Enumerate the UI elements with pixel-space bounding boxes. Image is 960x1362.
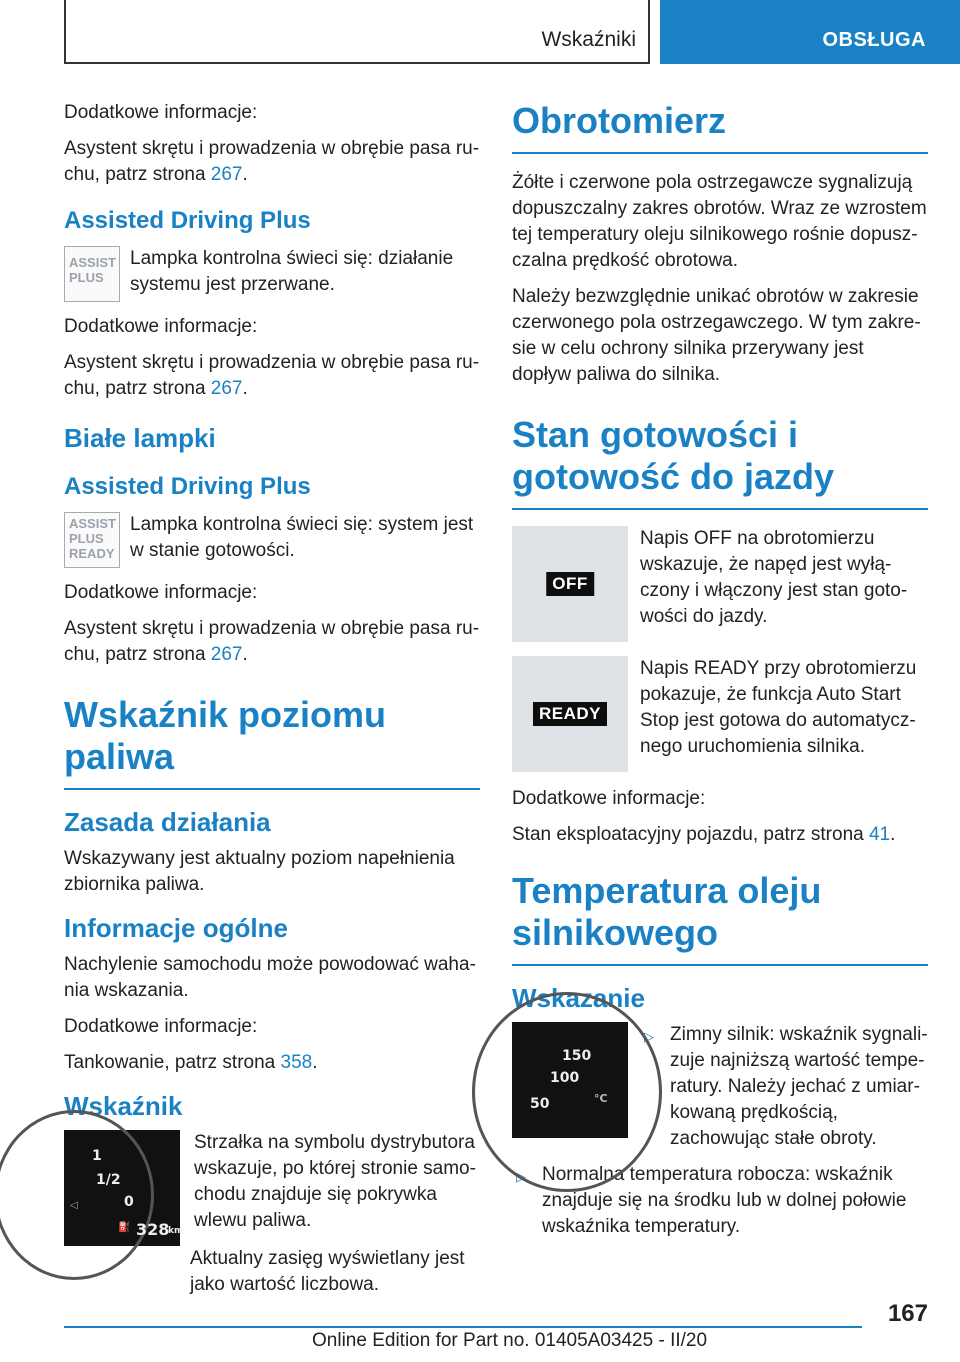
fuel-range: 328 xyxy=(136,1220,170,1239)
fuel-indicator-row xyxy=(64,1130,480,1246)
page-link[interactable]: 358 xyxy=(280,1052,313,1073)
paragraph: Żółte i czerwone pola ostrzegawcze sygnalizują dopuszczalny zakres obrotów. Wraz ze wzrostem tej temperatury oleju silnikowego rośnie dopuszczalna prędkość obrotowa. xyxy=(512,172,927,271)
bullet-triangle-icon: ▷ xyxy=(516,1169,526,1184)
paragraph: Stan eksploatacyjny pojazdu, patrz strona 41. xyxy=(512,824,896,845)
oil-display-row xyxy=(512,1022,928,1152)
page-link[interactable]: 267 xyxy=(210,644,243,665)
heading-principle: Zasada działania xyxy=(64,807,271,837)
ready-label: READY xyxy=(533,702,607,726)
oil-tick-150: 150 xyxy=(562,1048,592,1064)
paragraph: Należy bezwzględnie unikać obrotów w zakresie czerwonego pola ostrzegawczego. W tym zakresie w celu ochrony silnika przerywany jest dopływ paliwa do silnika. xyxy=(512,286,921,385)
heading-ready-state: Stan gotowości i gotowość do jazdy xyxy=(512,414,928,510)
heading-oil-temperature: Temperatura oleju silnikowego xyxy=(512,870,928,966)
lamp-description: Lampka kontrolna świeci się: działanie systemu jest przerwane. xyxy=(130,248,454,295)
lamp-row xyxy=(64,246,480,302)
paragraph: Dodatkowe informacje: xyxy=(64,102,258,123)
off-display-image xyxy=(512,526,628,642)
heading-assisted-driving-plus-2: Assisted Driving Plus xyxy=(64,473,311,500)
left-column xyxy=(64,100,480,1298)
paragraph: Napis READY przy obrotomierzu pokazuje, że funkcja Auto Start Stop jest gotowa do automatycznego uruchomienia silnika. xyxy=(640,658,917,757)
heading-tachometer: Obrotomierz xyxy=(512,100,928,154)
paragraph: Napis OFF na obrotomierzu wskazuje, że napęd jest wyłączony i włączony jest stan gotowości do jazdy. xyxy=(640,528,908,627)
fuel-pump-icon: ⛽ xyxy=(118,1222,131,1233)
heading-indicator: Wskaźnik xyxy=(64,1091,183,1121)
off-row xyxy=(512,526,928,642)
page-number: 167 xyxy=(887,1300,928,1327)
fuel-door-arrow-icon: ◁ xyxy=(70,1200,78,1211)
paragraph: Asystent skrętu i prowadzenia w obrębie pasa ruchu, patrz strona 267. xyxy=(64,618,480,665)
gauge-arc xyxy=(472,992,662,1192)
paragraph: Dodatkowe informacje: xyxy=(64,316,258,337)
assist-plus-lamp-icon: ASSIST PLUS xyxy=(64,246,120,302)
paragraph: Tankowanie, patrz strona 358. xyxy=(64,1052,318,1073)
section-title: Wskaźniki xyxy=(541,28,636,51)
page-link[interactable]: 267 xyxy=(210,164,243,185)
ready-display-image xyxy=(512,656,628,772)
paragraph: Wskazywany jest aktualny poziom napełnienia zbiornika paliwa. xyxy=(64,848,455,895)
paragraph: Asystent skrętu i prowadzenia w obrębie pasa ruchu, patrz strona 267. xyxy=(64,352,480,399)
heading-assisted-driving-plus: Assisted Driving Plus xyxy=(64,207,311,234)
fuel-gauge-image xyxy=(64,1130,184,1246)
lamp-description: Lampka kontrolna świeci się: system jest w stanie gotowości. xyxy=(130,514,474,561)
right-column xyxy=(512,100,928,1252)
oil-temp-unit: °C xyxy=(594,1092,608,1105)
page-link[interactable]: 267 xyxy=(210,378,243,399)
heading-general-info: Informacje ogólne xyxy=(64,913,288,943)
ready-row xyxy=(512,656,928,772)
header-section-box xyxy=(64,0,650,64)
paragraph: Dodatkowe informacje: xyxy=(512,788,706,809)
fuel-tick-1: 1 xyxy=(92,1148,102,1164)
oil-tick-100: 100 xyxy=(550,1070,580,1086)
paragraph: Dodatkowe informacje: xyxy=(64,1016,258,1037)
assist-plus-ready-lamp-icon: ASSIST PLUS READY xyxy=(64,512,120,568)
chapter-tab[interactable] xyxy=(660,0,960,64)
page-link[interactable]: 41 xyxy=(868,824,891,845)
heading-fuel-gauge: Wskaźnik poziomu paliwa xyxy=(64,694,480,790)
bullet-triangle-icon: ▷ xyxy=(644,1029,654,1044)
oil-temp-gauge-image xyxy=(512,1022,628,1138)
paragraph: Dodatkowe informacje: xyxy=(64,582,258,603)
indicator-text xyxy=(194,1130,480,1244)
paragraph: Strzałka na symbolu dystrybutora wskazuje, po której stronie samochodu znajduje się pokrywka wlewu paliwa. xyxy=(194,1132,476,1231)
bullet-cold-engine: ▷ Zimny silnik: wskaźnik sygnalizuje najniższą wartość temperatury. Należy jechać z umiarkowaną prędkością, zachowując stałe obroty. xyxy=(640,1022,928,1152)
off-label: OFF xyxy=(546,572,594,596)
footer-edition: Online Edition for Part no. 01405A03425 - II/20 xyxy=(312,1330,708,1351)
fuel-range-unit: km xyxy=(168,1226,184,1236)
heading-display: Wskazanie xyxy=(512,983,645,1013)
paragraph: Asystent skrętu i prowadzenia w obrębie pasa ruchu, patrz strona 267. xyxy=(64,138,480,185)
chapter-tab-label: OBSŁUGA xyxy=(822,29,926,51)
paragraph: Aktualny zasięg wyświetlany jest jako wartość liczbowa. xyxy=(190,1248,465,1295)
paragraph: Nachylenie samochodu może powodować wahania wskazania. xyxy=(64,954,476,1001)
footer-divider xyxy=(64,1326,862,1328)
fuel-tick-half: 1/2 xyxy=(96,1172,121,1188)
bullet-normal-temp: ▷ Normalna temperatura robocza: wskaźnik znajduje się na środku lub w dolnej połowie wskaźnika temperatury. xyxy=(512,1162,928,1240)
heading-white-lamps: Białe lampki xyxy=(64,423,216,453)
oil-tick-50: 50 xyxy=(530,1096,550,1112)
fuel-tick-0: 0 xyxy=(124,1194,134,1210)
lamp-row xyxy=(64,512,480,568)
